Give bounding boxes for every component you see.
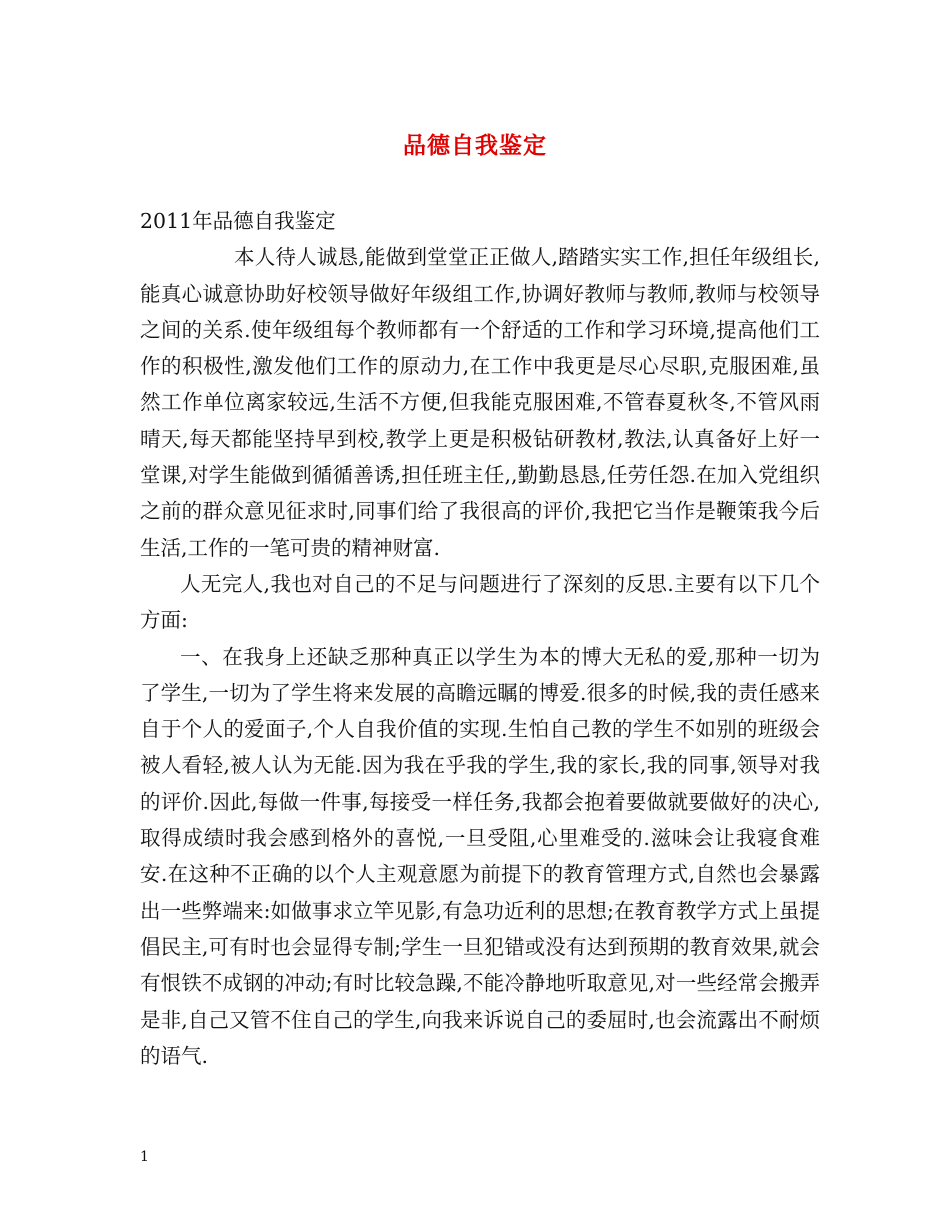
paragraph-self-assessment: 本人待人诚恳,能做到堂堂正正做人,踏踏实实工作,担任年级组长,能真心诚意协助好校领导做好年级组工作,协调好教师与教师,教师与校领导之间的关系.使年级组每个教师都有一个舒适的工作和学习环境,提高他们工作的积极性,激发他们工作的原动力,在工作中我更是尽心尽职,克服困难,虽然工作单位离家较远,生活不方便,但我能克服困难,不管春夏秋冬,不管风雨晴天,每天都能坚持早到校,教学上更是积极钻研教材,教法,认真备好上好一堂课,对学生能做到循循善诱,担任班主任,,勤勤恳恳,任劳任怨.在加入党组织之前的群众意见征求时,同事们给了我很高的评价,我把它当作是鞭策我今后生活,工作的一笔可贵的精神财富. — [140, 245, 820, 560]
paragraph-point-one: 一、在我身上还缺乏那种真正以学生为本的博大无私的爱,那种一切为了学生,一切为了学生将来发展的高瞻远瞩的博爱.很多的时候,我的责任感来自于个人的爱面子,个人自我价值的实现.生怕自己教的学生不如别的班级会被人看轻,被人认为无能.因为我在乎我的学生,我的家长,我的同事,领导对我的评价.因此,每做一件事,每接受一样任务,我都会抱着要做就要做好的决心,取得成绩时我会感到格外的喜悦,一旦受阻,心里难受的.滋味会让我寝食难安.在这种不正确的以个人主观意愿为前提下的教育管理方式,自然也会暴露出一些弊端来:如做事求立竿见影,有急功近利的思想;在教育教学方式上虽提倡民主,可有时也会显得专制;学生一旦犯错或没有达到预期的教育效果,就会有恨铁不成钢的冲动;有时比较急躁,不能冷静地听取意见,对一些经常会搬弄是非,自己又管不住自己的学生,向我来诉说自己的委屈时,也会流露出不耐烦的语气. — [140, 644, 820, 1068]
paragraph-reflection-intro: 人无完人,我也对自己的不足与问题进行了深刻的反思.主要有以下几个方面: — [140, 571, 820, 633]
page-number: 1 — [140, 1149, 149, 1165]
document-subtitle: 2011年品德自我鉴定 — [140, 209, 336, 233]
document-body — [140, 203, 820, 1074]
document-title: 品德自我鉴定 — [403, 132, 547, 159]
